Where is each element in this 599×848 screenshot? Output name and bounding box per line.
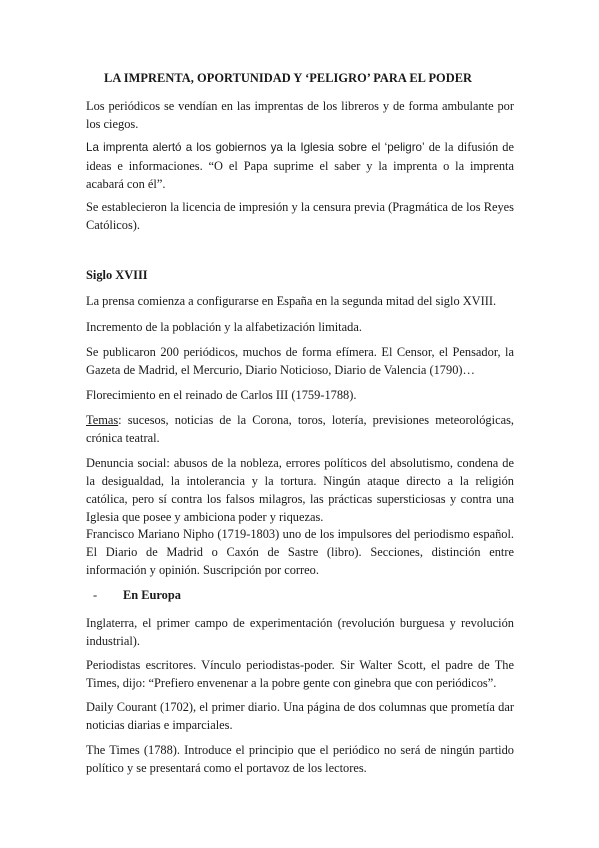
paragraph-prensa-comienza: La prensa comienza a configurarse en España en la segunda mitad del siglo XVIII. [86,294,497,308]
paragraph-periodistas-escritores: Periodistas escritores. Vínculo periodistas-poder. Sir Walter Scott, el padre de The Times, dijo: “Prefiero envenenar a la pobre gente con ginebra que con periódicos”. [86,658,514,690]
document-title: LA IMPRENTA, OPORTUNIDAD Y ‘PELIGRO’ PARA EL PODER [104,71,473,85]
paragraph-periodicos: Se publicaron 200 periódicos, muchos de forma efímera. El Censor, el Pensador, la Gazeta de Madrid, el Mercurio, Diario Noticioso, Diario de Valencia (1790)… [86,345,514,377]
bullet-dash: - [93,588,98,602]
paragraph-imprenta-alerto [86,138,514,193]
paragraph-daily-courant: Daily Courant (1702), el primer diario. Una página de dos columnas que prometía dar noticias diarias e imparciales. [86,700,514,732]
paragraph-temas [86,411,514,447]
paragraph-denuncia-social: Denuncia social: abusos de la nobleza, errores políticos del absolutismo, condena de la desigualdad, la intolerancia y la tortura. Ningún ataque directo a la religión católica, pero sí contra los falsos milagros, las prácticas supersticiosas y contra una Iglesia que posee y ambiciona poder y riquezas. [86,456,514,524]
paragraph-florecimiento: Florecimiento en el reinado de Carlos III (1759-1788). [86,388,357,402]
paragraph-imprenta-alerto-rest: de la difusión de ideas e informaciones. “O el Papa suprime el saber y la imprenta o la imprenta acabará con él”. [86,140,515,191]
temas-text: : sucesos, noticias de la Corona, toros, lotería, previsiones meteorológicas, crónica teatral. [86,413,514,445]
paragraph-nipho: Francisco Mariano Nipho (1719-1803) uno de los impulsores del periodismo español. El Diario de Madrid o Caxón de Sastre (libro). Secciones, distinción entre información y opinión. Suscripción por correo. [86,527,514,577]
paragraph-imprenta-alerto-lead: La imprenta alertó a los gobiernos ya la Iglesia sobre el ‘peligro’ [86,141,425,154]
bullet-en-europa [93,586,181,604]
paragraph-licencia: Se establecieron la licencia de impresión y la censura previa (Pragmática de los Reyes Católicos). [86,200,514,232]
paragraph-the-times: The Times (1788). Introduce el principio que el periódico no será de ningún partido político y se presentará como el portavoz de los lectores. [86,743,514,775]
bullet-label: En Europa [123,588,181,602]
paragraph-inglaterra: Inglaterra, el primer campo de experimentación (revolución burguesa y revolución industrial). [86,616,514,648]
temas-label: Temas [86,413,119,427]
paragraph-poblacion: Incremento de la población y la alfabetización limitada. [86,320,362,334]
paragraph-vendian: Los periódicos se vendían en las imprentas de los libreros y de forma ambulante por los ciegos. [86,99,514,131]
section-heading-siglo-xviii: Siglo XVIII [86,268,148,282]
